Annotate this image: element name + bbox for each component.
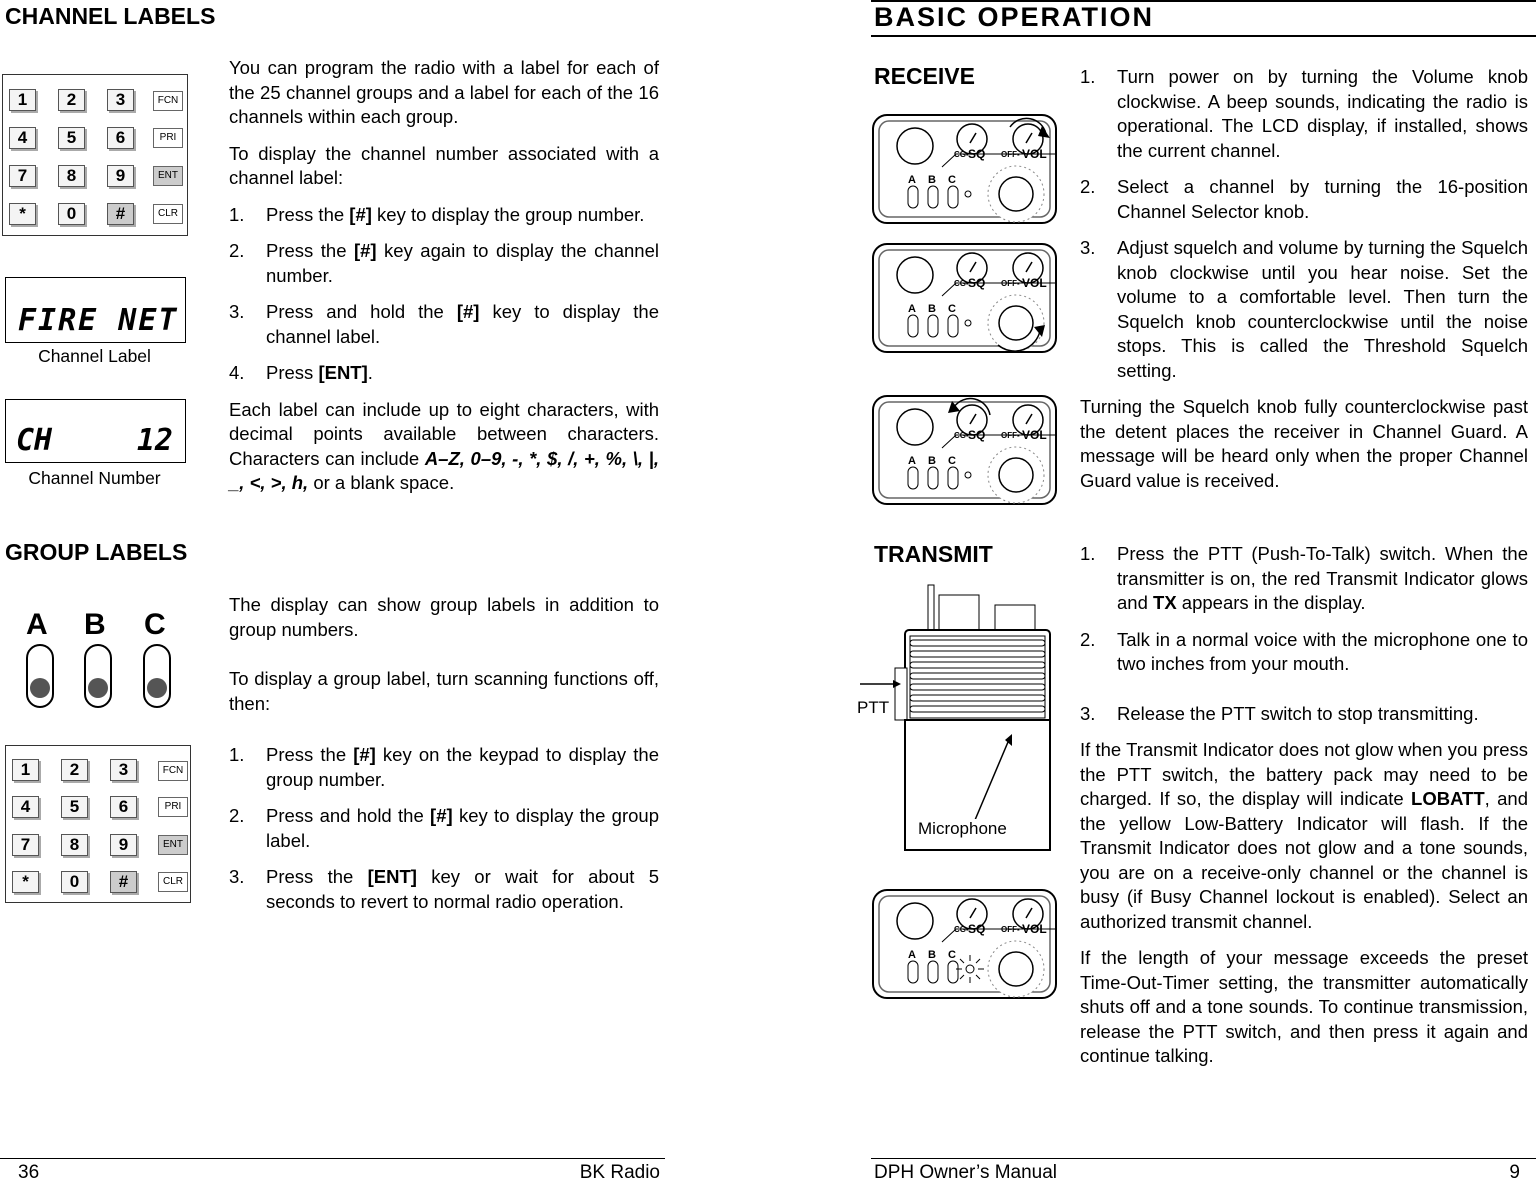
list-item: [229, 804, 659, 853]
radio-panel-power: [870, 112, 1060, 227]
item-text: Press the PTT (Push-To-Talk) switch. When the transmitter is on, the red Transmit Indicator glows and: [1117, 543, 1528, 613]
para-text: If the Transmit Indicator does not glow when you press the PTT switch, the battery pack may need to be charged. If so, the display will indicate: [1080, 739, 1528, 809]
radio-panel-graphic: [870, 393, 1060, 508]
display-intro: To display the channel number associated with a channel label:: [229, 142, 659, 188]
radio-panel-squelch: [870, 393, 1060, 508]
item-text: Press the: [266, 203, 350, 225]
item-number: 3.: [1080, 237, 1096, 258]
footer-brand: BK Radio: [579, 1162, 660, 1183]
item-text: Press the: [266, 744, 354, 765]
key-ent: ENT: [158, 835, 188, 855]
item-number: 4.: [229, 362, 245, 383]
item-text: Release the PTT switch to stop transmitting.: [1117, 702, 1479, 724]
key-6: 6: [107, 127, 134, 149]
list-item: [229, 361, 659, 386]
key-clr: CLR: [158, 872, 188, 892]
item-text: key on the keypad to display the group number.: [266, 744, 659, 790]
item-number: 1.: [229, 203, 245, 225]
item-key: [ENT]: [318, 362, 368, 383]
item-key: [#]: [349, 203, 372, 225]
list-item: [229, 743, 659, 792]
key-fcn: FCN: [158, 761, 188, 781]
channel-number-caption: Channel Number: [28, 468, 161, 488]
panel-off-label: OFF-: [1001, 150, 1020, 159]
item-number: 2.: [1080, 628, 1096, 650]
microphone-callout: Microphone: [918, 819, 1007, 838]
keypad-illustration-top: [2, 74, 188, 236]
svg-text:C: C: [948, 455, 956, 467]
item-text: appears in the display.: [1176, 592, 1366, 613]
item-key: [#]: [353, 240, 377, 261]
switch-letter-b: B: [84, 608, 106, 641]
key-hash: #: [107, 203, 134, 225]
panel-off-label: OFF-: [1001, 925, 1020, 934]
footer-rule-left: [0, 1158, 665, 1159]
key-6: 6: [110, 796, 137, 818]
tx-indicator-text: TX: [1153, 592, 1177, 613]
panel-off-label: OFF-: [1001, 431, 1020, 440]
svg-text:A: A: [908, 174, 916, 186]
receive-heading: RECEIVE: [874, 63, 975, 89]
ptt-callout: PTT: [857, 698, 890, 717]
panel-sq-label: SQ: [968, 922, 986, 936]
radio-panel-graphic: [870, 112, 1060, 227]
panel-off-label: OFF-: [1001, 279, 1020, 288]
list-item: [1080, 542, 1528, 616]
item-number: 1.: [1080, 543, 1096, 564]
channel-guard-para: Turning the Squelch knob fully counterclockwise past the detent places the receiver in Channel Guard. A message will be heard only when the proper Channel Guard value is received.: [1080, 396, 1528, 491]
group-intro: The display can show group labels in addition to group numbers.: [229, 594, 659, 640]
key-hash: #: [110, 871, 137, 893]
radio-panel-graphic: [870, 241, 1060, 356]
item-number: 3.: [229, 301, 245, 322]
title-rule-bottom: [871, 35, 1536, 37]
time-out-timer-para: If the length of your message exceeds the preset Time-Out-Timer setting, the transmitter automatically shuts off and a tone sounds. To continue transmission, release the PTT switch, and then press it again and continue talking.: [1080, 947, 1528, 1066]
item-number: 3.: [229, 866, 245, 887]
list-item: [1080, 628, 1528, 677]
item-text: key or wait for about 5 seconds to revert to normal radio operation.: [266, 866, 659, 912]
item-text: Press and hold the: [266, 805, 431, 826]
item-number: 2.: [1080, 176, 1096, 197]
item-number: 1.: [1080, 66, 1096, 87]
item-text: Adjust squelch and volume by turning the Squelch knob clockwise until you hear noise. Set the volume to a comfortable level. Then turn the Squelch knob counterclockwise until the noise stops. This is called the Threshold Squelch setting.: [1117, 237, 1528, 381]
list-item: [1080, 175, 1528, 224]
item-text: Turn power on by turning the Volume knob clockwise. A beep sounds, indicating the radio is operational. The LCD display, if installed, shows the current channel.: [1117, 66, 1528, 161]
svg-text:B: B: [928, 455, 936, 467]
item-key: [ENT]: [367, 866, 417, 887]
svg-text:C: C: [948, 949, 956, 961]
item-key: [#]: [430, 805, 453, 826]
panel-vol-label: VOL: [1022, 147, 1047, 161]
key-3: 3: [110, 759, 137, 781]
key-2: 2: [58, 89, 85, 111]
key-pri: PRI: [153, 128, 183, 148]
item-text: key again to display the channel number.: [266, 240, 659, 286]
channel-label-caption: Channel Label: [38, 346, 151, 366]
key-star: *: [9, 203, 36, 225]
svg-text:B: B: [928, 303, 936, 315]
key-5: 5: [58, 127, 85, 149]
page-number-left: 36: [18, 1162, 40, 1183]
key-5: 5: [61, 796, 88, 818]
item-text: Press: [266, 362, 319, 383]
item-text: Press the: [266, 240, 354, 261]
radio-panel-channel: [870, 241, 1060, 356]
key-1: 1: [12, 759, 39, 781]
list-item: [229, 239, 659, 288]
group-labels-body: [229, 593, 659, 716]
para-text: Each label can include up to eight characters, with decimal points available between characters. Characters can include: [229, 398, 659, 469]
svg-text:C: C: [948, 174, 956, 186]
key-0: 0: [58, 203, 85, 225]
radio-panel-graphic: [870, 887, 1060, 1002]
key-1: 1: [9, 89, 36, 111]
list-item: [1080, 65, 1528, 163]
transmit-troubleshoot-para: [1080, 738, 1528, 934]
lcd-label-text: FIRE NET: [18, 303, 179, 338]
key-8: 8: [61, 834, 88, 856]
item-text: .: [367, 362, 373, 383]
footer-rule-right: [871, 1158, 1536, 1159]
key-clr: CLR: [153, 204, 183, 224]
item-text: key to display the group label.: [266, 805, 659, 851]
panel-vol-label: VOL: [1022, 428, 1047, 442]
radio-panel-transmit: [870, 887, 1060, 1002]
key-star: *: [12, 871, 39, 893]
list-item: [229, 865, 659, 914]
svg-text:A: A: [908, 303, 916, 315]
lobatt-text: LOBATT: [1411, 788, 1485, 809]
key-ent: ENT: [153, 166, 183, 186]
key-4: 4: [9, 127, 36, 149]
channel-labels-heading: CHANNEL LABELS: [5, 3, 216, 29]
lcd-number-text: 12: [136, 423, 173, 458]
para-text: , and the yellow Low-Battery Indicator will flash. If the Transmit Indicator does not glow and a tone sounds, you are on a receive-only channel or the channel is busy (if Busy Channel lockout is enabled). Select an authorized transmit channel.: [1080, 788, 1528, 932]
allowed-characters: A–Z, 0–9, -, *, $, /, +, %, \, |, _, <, >, h,: [229, 447, 659, 493]
panel-cg-label: CG-: [954, 431, 969, 440]
key-7: 7: [12, 834, 39, 856]
item-text: key to display the group number.: [371, 203, 645, 225]
receive-body: [1080, 65, 1528, 493]
item-number: 2.: [229, 805, 245, 826]
panel-cg-label: CG-: [954, 279, 969, 288]
key-9: 9: [110, 834, 137, 856]
group-display: To display a group label, turn scanning functions off, then:: [229, 668, 659, 714]
channel-labels-intro: You can program the radio with a label for each of the 25 channel groups and a label for each of the 16 channels within each group.: [229, 57, 659, 127]
item-text: Press the: [266, 866, 368, 887]
panel-sq-label: SQ: [968, 276, 986, 290]
key-2: 2: [61, 759, 88, 781]
list-item: [229, 203, 659, 228]
radio-front-illustration: [855, 580, 1055, 852]
item-key: [#]: [353, 744, 376, 765]
svg-text:C: C: [948, 303, 956, 315]
item-text: Press and hold the: [266, 301, 457, 322]
item-number: 2.: [229, 240, 245, 261]
key-8: 8: [58, 165, 85, 187]
svg-text:A: A: [908, 455, 916, 467]
panel-cg-label: CG-: [954, 150, 969, 159]
key-9: 9: [107, 165, 134, 187]
basic-operation-heading: BASIC OPERATION: [874, 2, 1155, 32]
group-labels-heading: GROUP LABELS: [5, 539, 188, 565]
key-fcn: FCN: [153, 91, 183, 111]
key-0: 0: [61, 871, 88, 893]
list-item: [1080, 236, 1528, 383]
item-text: Select a channel by turning the 16-position Channel Selector knob.: [1117, 176, 1528, 222]
transmit-heading: TRANSMIT: [874, 541, 993, 567]
keypad-illustration-bottom: [5, 745, 191, 903]
label-characters-para: [229, 398, 659, 496]
svg-text:B: B: [928, 174, 936, 186]
panel-sq-label: SQ: [968, 428, 986, 442]
svg-text:B: B: [928, 949, 936, 961]
list-item: [1080, 702, 1528, 727]
transmit-body: [1080, 542, 1528, 1069]
item-text: Talk in a normal voice with the microphone one to two inches from your mouth.: [1117, 628, 1528, 674]
switch-letter-a: A: [26, 608, 48, 641]
lcd-channel-label: [5, 277, 186, 343]
item-number: 1.: [229, 744, 245, 765]
lcd-ch-text: CH: [16, 423, 53, 458]
panel-vol-label: VOL: [1022, 922, 1047, 936]
group-steps: [229, 743, 659, 914]
channel-labels-body: [229, 56, 659, 496]
panel-sq-label: SQ: [968, 147, 986, 161]
abc-switches-illustration: [22, 608, 182, 713]
para-text: or a blank space.: [308, 472, 455, 493]
svg-text:A: A: [908, 949, 916, 961]
footer-manual-title: DPH Owner’s Manual: [874, 1162, 1058, 1183]
panel-vol-label: VOL: [1022, 276, 1047, 290]
lcd-channel-number: [5, 399, 186, 463]
item-key: [#]: [456, 301, 480, 322]
key-pri: PRI: [158, 797, 188, 817]
item-text: key to display the channel label.: [266, 301, 659, 347]
list-item: [229, 300, 659, 349]
page-number-right: 9: [1509, 1162, 1520, 1183]
key-7: 7: [9, 165, 36, 187]
item-number: 3.: [1080, 702, 1096, 724]
switch-letter-c: C: [144, 608, 166, 641]
key-3: 3: [107, 89, 134, 111]
panel-cg-label: CG-: [954, 925, 969, 934]
key-4: 4: [12, 796, 39, 818]
